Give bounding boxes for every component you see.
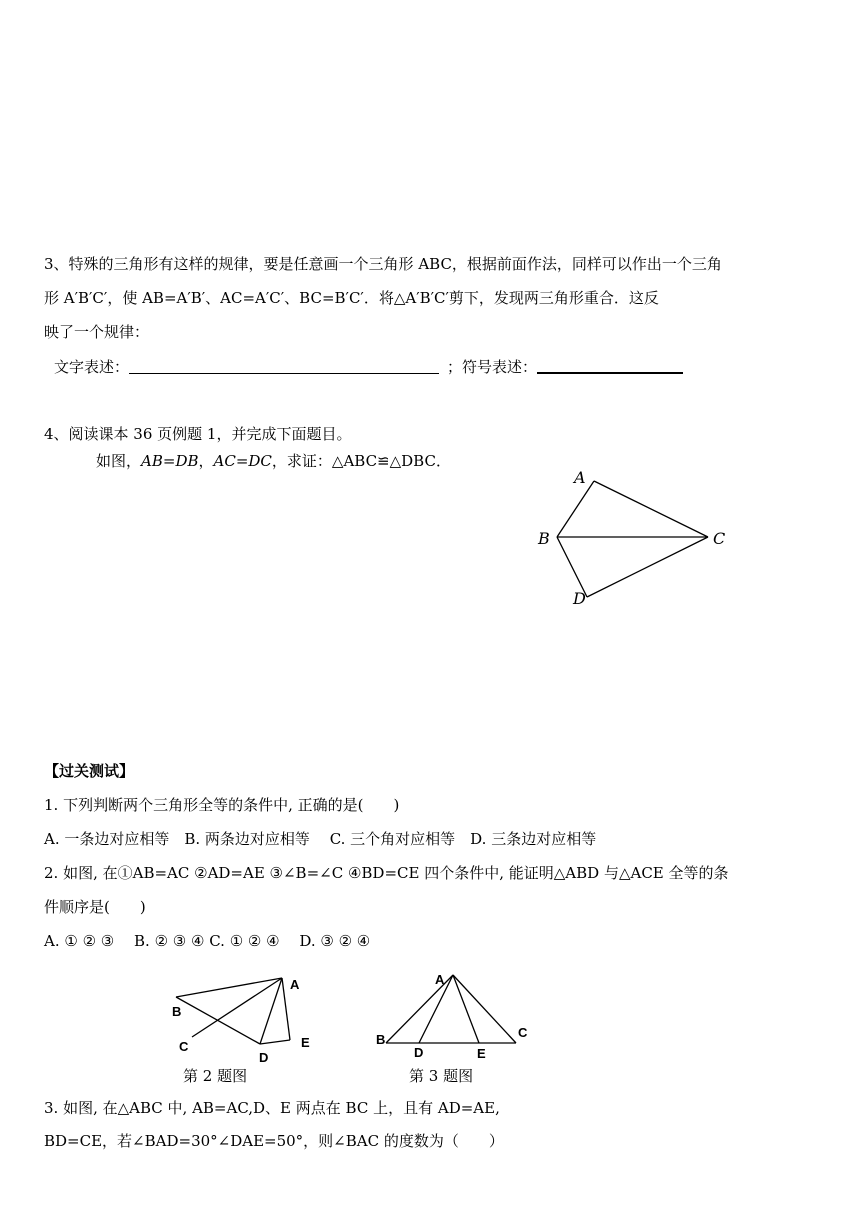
- text-expression-blank[interactable]: [129, 359, 439, 374]
- q4-figure: [530, 460, 740, 610]
- test-q2-line-2: 件顺序是( ): [44, 898, 146, 916]
- q4-suffix: ，求证：△ABC≌△DBC．: [271, 452, 451, 470]
- fig3-label-e: E: [477, 1046, 486, 1061]
- fig2-label-d: D: [259, 1050, 269, 1065]
- fig4-label-a: A: [574, 468, 586, 487]
- fig3-label-c: C: [518, 1025, 528, 1040]
- q4-condition-2: AC=DC: [213, 452, 272, 470]
- symbol-expression-label: ；符号表述：: [447, 358, 538, 376]
- test-q1-options: A. 一条边对应相等 B. 两条边对应相等 C. 三个角对应相等 D. 三条边对应相等: [44, 830, 597, 848]
- test-q3-line-1: 3. 如图, 在△ABC 中, AB=AC,D、E 两点在 BC 上，且有 AD=AE,: [44, 1099, 500, 1117]
- q4-prefix: 如图，: [96, 452, 142, 470]
- q4-line-1: 4、阅读课本 36 页例题 1，并完成下面题目。: [44, 425, 352, 443]
- test-q3-line-2: BD=CE，若∠BAD=30°∠DAE=50°，则∠BAC 的度数为（ ）: [44, 1132, 504, 1150]
- fig2-label-e: E: [301, 1035, 310, 1050]
- q3-line-3: 映了一个规律：: [44, 323, 150, 341]
- fig3-label-b: B: [376, 1032, 386, 1047]
- fig4-label-d: D: [573, 589, 586, 608]
- fig3-caption: 第 3 题图: [409, 1067, 474, 1085]
- q4-separator: ，: [198, 452, 214, 470]
- test-q2-options: A. ① ② ③ B. ② ③ ④ C. ① ② ④ D. ③ ② ④: [44, 932, 371, 950]
- q3-line-1: 3、特殊的三角形有这样的规律，要是任意画一个三角形 ABC，根据前面作法，同样可以作出一个三角: [44, 255, 722, 273]
- q4-condition-1: AB=DB: [141, 452, 199, 470]
- fig2-label-b: B: [172, 1004, 182, 1019]
- fig4-label-c: C: [713, 529, 726, 548]
- text-expression-label: 文字表述：: [54, 358, 130, 376]
- q3-figure: [370, 965, 540, 1065]
- q3-answer-row: [54, 357, 683, 377]
- fig2-label-c: C: [179, 1039, 189, 1054]
- q3-line-2: 形 A′B′C′，使 AB=A′B′、AC=A′C′、BC=B′C′．将△A′B′C′剪下，发现两三角形重合．这反: [44, 289, 659, 307]
- fig3-label-a: A: [435, 972, 445, 987]
- test-q2-line-1: 2. 如图, 在①AB=AC ②AD=AE ③∠B=∠C ④BD=CE 四个条件中, 能证明△ABD 与△ACE 全等的条: [44, 864, 729, 882]
- test-heading: 【过关测试】: [44, 762, 135, 780]
- symbol-expression-blank[interactable]: [537, 358, 683, 374]
- fig3-label-d: D: [414, 1045, 424, 1060]
- test-q1: 1. 下列判断两个三角形全等的条件中, 正确的是( ): [44, 796, 400, 814]
- q2-figure: [165, 965, 325, 1065]
- fig2-caption: 第 2 题图: [183, 1067, 248, 1085]
- fig4-label-b: B: [538, 529, 550, 548]
- fig2-label-a: A: [290, 977, 300, 992]
- q4-line-2: [96, 451, 451, 471]
